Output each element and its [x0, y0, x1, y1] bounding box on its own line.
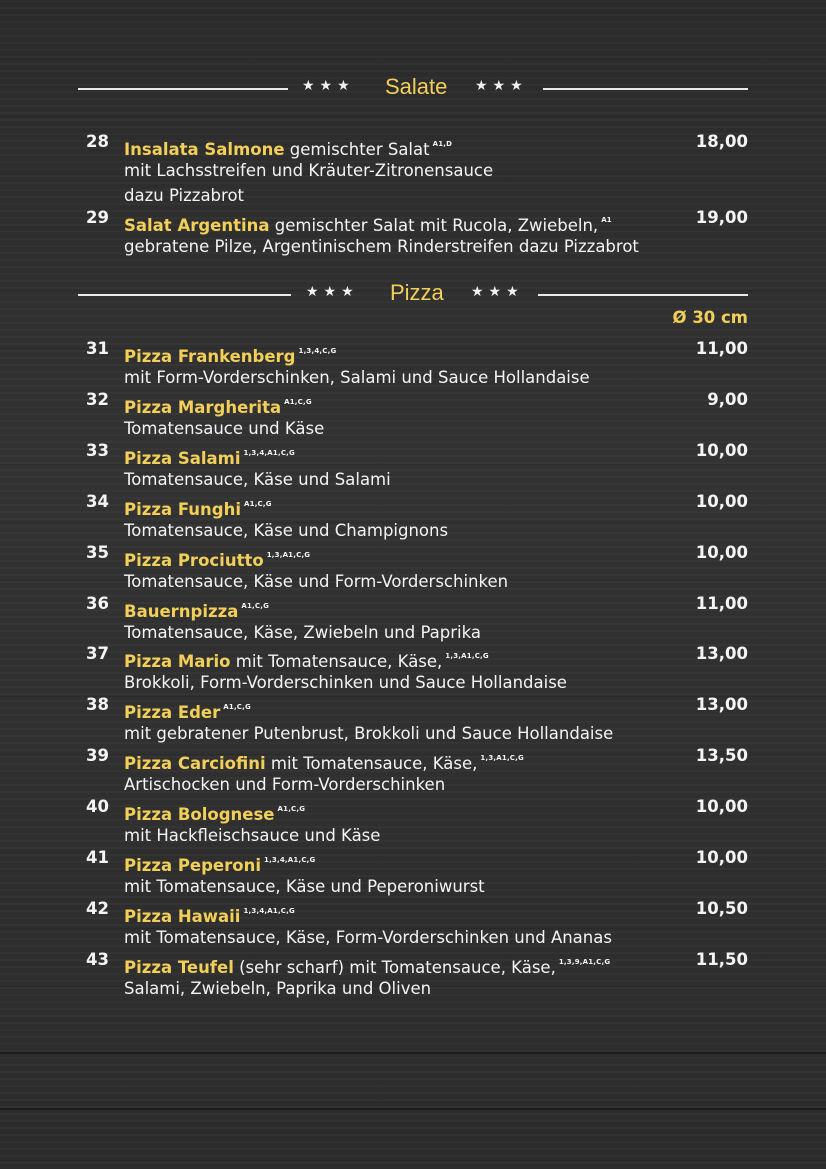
- allergen-codes: A1,C,G: [223, 703, 251, 711]
- item-description: mit Lachsstreifen und Kräuter-Zitronensauce: [124, 160, 494, 180]
- allergen-codes: A1: [601, 216, 612, 224]
- allergen-codes: A1,D: [432, 140, 453, 148]
- item-name: Pizza Peperoni: [124, 856, 261, 875]
- item-description: Tomatensauce, Käse, Zwiebeln und Paprika: [124, 622, 482, 642]
- divider-line: [543, 88, 748, 90]
- item-price: 10,00: [695, 797, 748, 816]
- item-name: Pizza Mario: [124, 652, 231, 671]
- item-description: Tomatensauce und Käse: [124, 418, 325, 438]
- item-name: Pizza Teufel: [124, 958, 234, 977]
- board-seam: [0, 1052, 826, 1054]
- allergen-codes: 1,3,9,A1,C,G: [558, 958, 611, 966]
- item-price: 11,50: [695, 950, 748, 969]
- allergen-codes: 1,3,4,C,G: [298, 347, 337, 355]
- item-number: 41: [86, 848, 109, 867]
- item-name: Pizza Frankenberg: [124, 347, 296, 366]
- item-name: Pizza Salami: [124, 449, 241, 468]
- item-description: mit Tomatensauce, Käse, Form-Vorderschinken und Ananas: [124, 927, 612, 947]
- item-description: (sehr scharf) mit Tomatensauce, Käse,: [233, 958, 556, 977]
- section-title: Salate: [385, 74, 448, 99]
- item-name: Pizza Margherita: [124, 398, 282, 417]
- item-number: 38: [86, 695, 109, 714]
- allergen-codes: A1,C,G: [284, 398, 312, 406]
- item-description: mit gebratener Putenbrust, Brokkoli und Sauce Hollandaise: [124, 723, 614, 743]
- stars-decoration: ★★★: [302, 78, 355, 94]
- item-name: Pizza Prociutto: [124, 551, 264, 570]
- allergen-codes: A1,C,G: [244, 500, 272, 508]
- board-seam: [0, 1108, 826, 1110]
- item-name: Pizza Hawaii: [124, 907, 241, 926]
- item-description: mit Tomatensauce, Käse,: [265, 754, 478, 773]
- stars-decoration: ★★★: [306, 284, 359, 300]
- item-price: 10,00: [695, 492, 748, 511]
- item-description: Tomatensauce, Käse und Salami: [124, 469, 391, 489]
- item-price: 18,00: [695, 132, 748, 151]
- item-description: Artischocken und Form-Vorderschinken: [124, 774, 446, 794]
- divider-line: [78, 88, 288, 90]
- item-price: 10,00: [695, 441, 748, 460]
- item-price: 19,00: [695, 208, 748, 227]
- divider-line: [78, 294, 291, 296]
- section-title: Pizza: [390, 280, 444, 305]
- item-name: Insalata Salmone: [124, 140, 285, 159]
- item-price: 10,50: [695, 899, 748, 918]
- item-description: gemischter Salat mit Rucola, Zwiebeln,: [269, 216, 599, 235]
- item-description: mit Form-Vorderschinken, Salami und Sauce Hollandaise: [124, 367, 590, 387]
- allergen-codes: 1,3,A1,C,G: [266, 551, 311, 559]
- item-description: mit Tomatensauce, Käse und Peperoniwurst: [124, 876, 485, 896]
- item-description: Tomatensauce, Käse und Champignons: [124, 520, 449, 540]
- item-price: 13,00: [695, 695, 748, 714]
- item-name: Pizza Bolognese: [124, 805, 275, 824]
- item-number: 36: [86, 594, 109, 613]
- item-name: Pizza Funghi: [124, 500, 241, 519]
- allergen-codes: A1,C,G: [277, 805, 306, 813]
- allergen-codes: 1,3,4,A1,C,G: [264, 856, 316, 864]
- item-number: 28: [86, 132, 109, 151]
- allergen-codes: 1,3,4,A1,C,G: [243, 449, 295, 457]
- item-description: Brokkoli, Form-Vorderschinken und Sauce Hollandaise: [124, 672, 567, 692]
- item-price: 10,00: [695, 848, 748, 867]
- item-description: mit Hackfleischsauce und Käse: [124, 825, 381, 845]
- item-number: 42: [86, 899, 109, 918]
- item-number: 29: [86, 208, 109, 227]
- allergen-codes: 1,3,A1,C,G: [445, 652, 489, 660]
- item-name: Salat Argentina: [124, 216, 270, 235]
- divider-line: [538, 294, 748, 296]
- stars-decoration: ★★★: [475, 78, 528, 94]
- item-description: Tomatensauce, Käse und Form-Vorderschinken: [124, 571, 509, 591]
- item-description: Salami, Zwiebeln, Paprika und Oliven: [124, 978, 432, 998]
- item-description: dazu Pizzabrot: [124, 186, 245, 205]
- item-name: Pizza Carciofini: [124, 754, 266, 773]
- item-name: Bauernpizza: [124, 602, 239, 621]
- item-description: mit Tomatensauce, Käse,: [230, 652, 443, 671]
- item-price: 11,00: [695, 594, 748, 613]
- item-number: 33: [86, 441, 109, 460]
- pizza-size-label: Ø 30 cm: [672, 308, 748, 327]
- item-price: 13,50: [695, 746, 748, 765]
- salate-section-header: [78, 74, 748, 104]
- pizza-section-header: [78, 280, 748, 310]
- item-number: 37: [86, 644, 109, 663]
- item-name: Pizza Eder: [124, 703, 221, 722]
- item-number: 34: [86, 492, 109, 511]
- stars-decoration: ★★★: [471, 284, 524, 300]
- item-price: 9,00: [707, 390, 748, 409]
- item-number: 35: [86, 543, 109, 562]
- item-description: gemischter Salat: [284, 140, 430, 159]
- item-price: 10,00: [695, 543, 748, 562]
- item-price: 13,00: [695, 644, 748, 663]
- item-number: 31: [86, 339, 109, 358]
- item-number: 40: [86, 797, 109, 816]
- item-number: 43: [86, 950, 109, 969]
- item-number: 32: [86, 390, 109, 409]
- allergen-codes: 1,3,4,A1,C,G: [243, 907, 295, 915]
- allergen-codes: A1,C,G: [241, 602, 270, 610]
- item-price: 11,00: [695, 339, 748, 358]
- allergen-codes: 1,3,A1,C,G: [480, 754, 524, 762]
- item-number: 39: [86, 746, 109, 765]
- item-description: gebratene Pilze, Argentinischem Rinderstreifen dazu Pizzabrot: [124, 236, 639, 256]
